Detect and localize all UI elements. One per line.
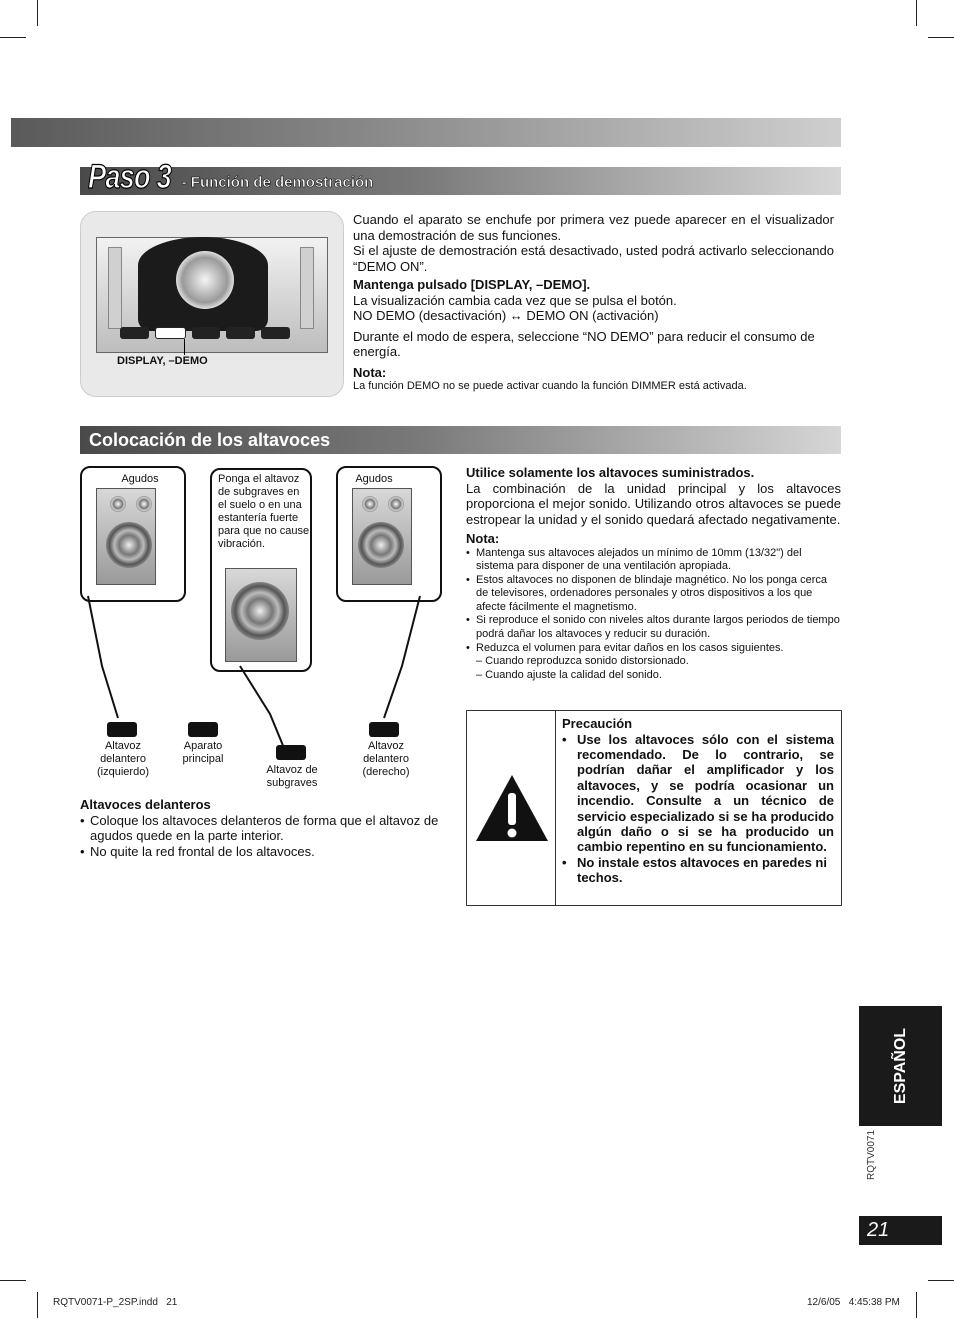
marker-front-left bbox=[107, 722, 137, 737]
language-tab bbox=[859, 1006, 942, 1126]
toggle-on: DEMO ON (activación) bbox=[526, 308, 659, 323]
demo-hold-text: La visualización cambia cada vez que se pulsa el botón. bbox=[353, 292, 677, 308]
crop-mark bbox=[37, 1292, 38, 1318]
speakers-section-title: Colocación de los altavoces bbox=[89, 430, 331, 450]
list-item: • Coloque los altavoces delanteros de forma que el altavoz de agudos quede en la parte interior. bbox=[80, 813, 455, 844]
right-rail bbox=[300, 247, 314, 329]
marker-front-right bbox=[369, 722, 399, 737]
crop-mark bbox=[0, 1280, 26, 1281]
marker-main bbox=[188, 722, 218, 737]
caution-title: Precaución bbox=[562, 716, 633, 731]
speaker-illustration bbox=[80, 466, 454, 796]
step-title: Paso 3 bbox=[88, 158, 171, 196]
button-row bbox=[120, 327, 290, 339]
device-illustration bbox=[80, 211, 344, 397]
device-button bbox=[120, 327, 149, 339]
callout-mid-text: Ponga el altavoz de subgraves en el suelo o en una estantería fuerte para que no cause vibración. bbox=[218, 473, 310, 550]
step-heading bbox=[88, 157, 373, 197]
front-speakers-section bbox=[80, 797, 455, 859]
callout-pointers bbox=[80, 466, 454, 766]
step-subtitle: - Función de demostración bbox=[181, 174, 374, 191]
demo-intro-1: Cuando el aparato se enchufe por primera vez puede aparecer en el visualizador una demostración de sus funciones. bbox=[353, 212, 834, 243]
display-demo-button bbox=[155, 327, 186, 339]
caution-divider bbox=[555, 711, 556, 905]
demo-toggle bbox=[353, 308, 834, 324]
caption-main: Aparato principal bbox=[182, 740, 224, 765]
toggle-off: NO DEMO (desactivación) bbox=[353, 308, 507, 323]
footer-date: 12/6/05 4:45:38 PM bbox=[807, 1297, 900, 1308]
language-tab-label: ESPAÑOL bbox=[892, 1027, 909, 1105]
demo-hold-title: Mantenga pulsado [DISPLAY, –DEMO]. bbox=[353, 277, 591, 292]
crop-mark bbox=[916, 1292, 917, 1318]
list-item: • Si reproduce el sonido con niveles altos durante largos periodos de tiempo podrá dañar los altavoces y reducir su duración. bbox=[466, 614, 841, 641]
speakers-note-title: Nota: bbox=[466, 531, 500, 546]
callout-left-text: Agudos bbox=[121, 473, 159, 485]
demo-note-text: La función DEMO no se puede activar cuando la función DIMMER está activada. bbox=[353, 380, 747, 392]
warning-icon bbox=[474, 773, 550, 843]
device-button bbox=[192, 327, 221, 339]
caution-item: • No instale estos altavoces en paredes ni techos. bbox=[562, 855, 834, 886]
pointer-mid bbox=[240, 666, 284, 748]
demo-text bbox=[353, 212, 834, 394]
doc-code: RQTV0071 bbox=[866, 1129, 877, 1180]
subnotes bbox=[466, 655, 841, 682]
demo-note-title: Nota: bbox=[353, 364, 387, 380]
demo-intro-2: Si el ajuste de demostración está desactivado, usted podrá activarlo seleccionando “DEMO ON”. bbox=[353, 243, 834, 274]
device-button bbox=[226, 327, 255, 339]
use-title: Utilice solamente los altavoces suministrados. bbox=[466, 465, 755, 480]
caution-item: • Use los altavoces sólo con el sistema recomendado. De lo contrario, se podrían dañar el amplificador y los altavoces, y se podría ocasionar un incendio. Consulte a un técnico de servicio especializado si se ha producido algún daño o si se ha producido un cambio repentino en su funcionamiento. bbox=[562, 732, 834, 855]
front-speakers-title: Altavoces delanteros bbox=[80, 797, 211, 812]
crop-mark bbox=[37, 0, 38, 26]
demo-standby: Durante el modo de espera, seleccione “NO DEMO” para reducir el consumo de energía. bbox=[353, 328, 815, 359]
caption-front-right: Altavoz delantero (derecho) bbox=[362, 740, 410, 778]
list-item: • No quite la red frontal de los altavoces. bbox=[80, 844, 455, 860]
use-text: La combinación de la unidad principal y los altavoces proporciona el mejor sonido. Utilizando otros altavoces se puede estropear la unidad y el sonido quedará afectado negativamente. bbox=[466, 480, 841, 527]
marker-sub bbox=[276, 745, 306, 760]
footer-file: RQTV0071-P_2SP.indd 21 bbox=[53, 1297, 178, 1308]
double-arrow-icon: ↔ bbox=[509, 308, 523, 323]
list-item: • Estos altavoces no disponen de blindaje magnético. No los ponga cerca de televisores, ordenadores personales y otros dispositivos a los que afecte fácilmente el magnetismo. bbox=[466, 574, 841, 615]
volume-knob-icon bbox=[176, 251, 234, 309]
crop-mark bbox=[916, 0, 917, 26]
caution-box bbox=[466, 710, 842, 906]
header-bar bbox=[11, 118, 841, 147]
leader-line bbox=[184, 339, 185, 355]
caution-content bbox=[562, 716, 834, 886]
crop-mark bbox=[928, 1280, 954, 1281]
subnote: – Cuando ajuste la calidad del sonido. bbox=[476, 668, 662, 681]
callout-right-text: Agudos bbox=[355, 473, 393, 485]
page-number-tab bbox=[859, 1216, 942, 1245]
list-item: • Mantenga sus altavoces alejados un mínimo de 10mm (13/32") del sistema para disponer de una ventilación apropiada. bbox=[466, 547, 841, 574]
pointer-left bbox=[88, 596, 118, 718]
page-number: 21 bbox=[867, 1219, 890, 1241]
device-button bbox=[261, 327, 290, 339]
crop-mark bbox=[0, 37, 26, 38]
crop-mark bbox=[928, 37, 954, 38]
device-label: DISPLAY, –DEMO bbox=[117, 355, 208, 367]
left-rail bbox=[108, 247, 122, 329]
caption-front-left: Altavoz delantero (izquierdo) bbox=[97, 740, 149, 778]
speakers-info bbox=[466, 465, 841, 682]
caption-sub: Altavoz de subgraves bbox=[266, 764, 318, 789]
subnote: – Cuando reproduzca sonido distorsionado. bbox=[476, 655, 689, 668]
list-item: • Reduzca el volumen para evitar daños en los casos siguientes. bbox=[466, 642, 841, 656]
pointer-right bbox=[384, 596, 420, 718]
